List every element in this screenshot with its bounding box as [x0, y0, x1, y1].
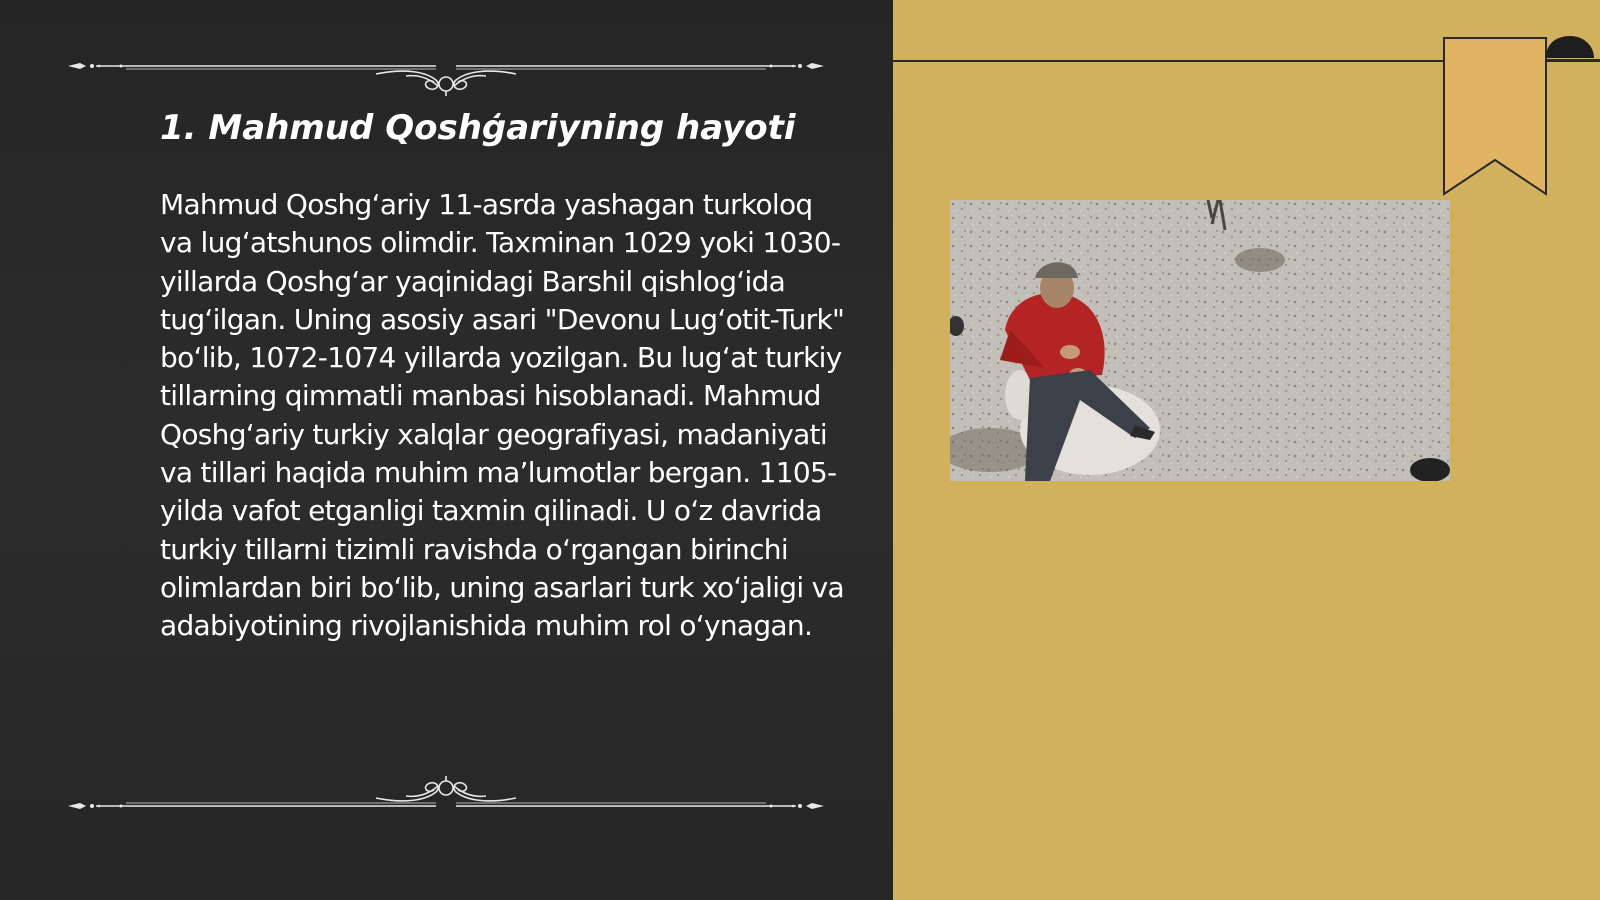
photo-man-on-snowy-ground — [950, 200, 1450, 481]
slide-body-text: Mahmud Qoshg‘ariy 11-asrda yashagan turkoloq va lug‘atshunos olimdir. Taxminan 1029 yoki 1030-yillarda Qoshg‘ar yaqinidagi Barshil qishlog‘ida tug‘ilgan. Uning asosiy asari "Devonu Lug‘otit-Turk" bo‘lib, 1072-1074 yillarda yozilgan. Bu lug‘at turkiy tillarning qimmatli manbasi hisoblanadi. Mahmud Qoshg‘ariy turkiy xalqlar geografiyasi, madaniyati va tillari haqida muhim ma’lumotlar bergan. 1105-yilda vafot etganligi taxmin qilinadi. U o‘z davrida turkiy tillarni tizimli ravishda o‘rgangan birinchi olimlardan biri bo‘lib, uning asarlari turk xo‘jaligi va adabiyotining rivojlanishida muhim rol o‘ynagan. — [160, 188, 845, 643]
top-ornament-icon — [66, 50, 826, 96]
bookmark-ribbon-icon — [1434, 34, 1600, 204]
bottom-ornament-icon — [66, 776, 826, 822]
photo-image — [950, 200, 1450, 481]
slide-title: 1. Mahmud Qoshģariyning hayoti — [160, 108, 796, 148]
